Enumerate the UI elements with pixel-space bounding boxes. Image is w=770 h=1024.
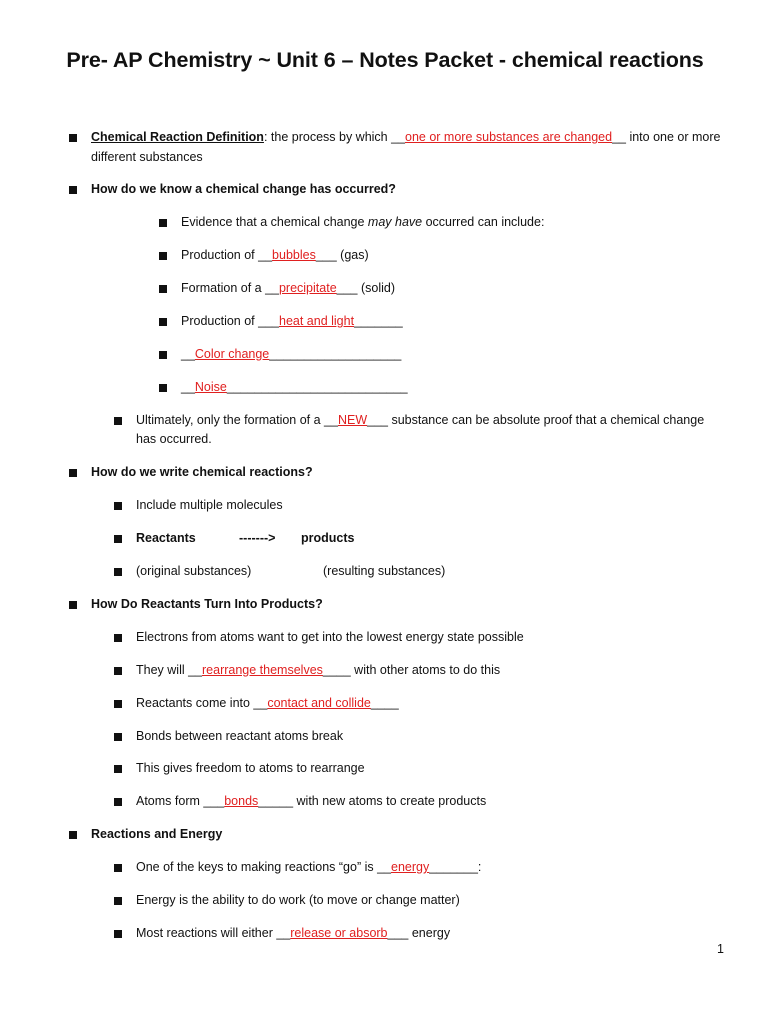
heat-answer: heat and light [279,314,355,328]
rearrange-line [136,661,500,680]
color-post: ___________________ [269,347,402,361]
bullet-square-icon [114,864,122,872]
bullet-square-icon [114,897,122,905]
bullet-square-icon [69,601,77,609]
bullet-square-icon [114,417,122,425]
keys-pre: One of the keys to making reactions “go” is __ [136,860,391,874]
bullet-square-icon [69,186,77,194]
document-title: Pre- AP Chemistry ~ Unit 6 – Notes Packet - chemical reactions [66,48,704,72]
ultimately-continuation: has occurred. [136,432,212,446]
precipitate-line [181,279,395,298]
noise-pre: __ [181,380,195,394]
bullet-square-icon [114,798,122,806]
ultimately-answer: NEW [337,413,368,427]
contact-post: ____ [370,696,399,710]
evidence-line [181,213,544,232]
atoms-form-line [136,792,486,811]
bullet-square-icon [69,469,77,477]
most-post: ___ energy [387,926,451,940]
color-change-line [181,345,401,364]
bullet-square-icon [159,252,167,260]
heading-reactions-energy: Reactions and Energy [91,827,223,841]
keys-line [136,858,481,877]
heat-post: _______ [354,314,403,328]
heat-pre: Production of ___ [181,314,279,328]
bullet-square-icon [114,667,122,675]
definition-term: Chemical Reaction Definition [91,130,264,144]
atoms-form-pre: Atoms form ___ [136,794,225,808]
bullet-square-icon [69,831,77,839]
reactants-label: Reactants [136,531,196,545]
ability-line: Energy is the ability to do work (to move or change matter) [136,893,460,907]
bullet-square-icon [114,765,122,773]
bubbles-pre: Production of __ [181,248,273,262]
bubbles-answer: bubbles [272,248,316,262]
freedom-line: This gives freedom to atoms to rearrange [136,761,365,775]
page-number: 1 [717,942,724,956]
heading-how-know: How do we know a chemical change has occurred? [91,182,396,196]
bullet-square-icon [159,351,167,359]
original-substances: (original substances) [136,564,252,578]
bullet-square-icon [114,733,122,741]
definition-pre: : the process by which __ [263,130,405,144]
noise-post: __________________________ [226,380,408,394]
precipitate-post: ___ (solid) [336,281,396,295]
definition-answer: one or more substances are changed [405,130,613,144]
reaction-arrow: -------> [239,531,276,545]
bullet-square-icon [114,502,122,510]
rearrange-answer: rearrange themselves [202,663,323,677]
definition-post: __ into one or more [612,130,721,144]
bonds-break-line: Bonds between reactant atoms break [136,729,344,743]
ultimately-post: ___ substance can be absolute proof that a chemical change [367,413,705,427]
bullet-square-icon [159,318,167,326]
most-answer: release or absorb [290,926,388,940]
bullet-square-icon [114,535,122,543]
atoms-form-answer: bonds [224,794,259,808]
ultimately-pre: Ultimately, only the formation of a __ [136,413,338,427]
bubbles-post: ___ (gas) [315,248,369,262]
bullet-square-icon [159,219,167,227]
electrons-line: Electrons from atoms want to get into the lowest energy state possible [136,630,524,644]
noise-answer: Noise [194,380,227,394]
bullet-square-icon [69,134,77,142]
rearrange-post: ____ with other atoms to do this [322,663,501,677]
contact-pre: Reactants come into __ [136,696,268,710]
evidence-emphasis: may have [367,215,423,229]
noise-line [181,378,408,397]
bullet-square-icon [114,930,122,938]
color-answer: Color change [194,347,270,361]
evidence-post: occurred can include: [422,215,545,229]
precipitate-answer: precipitate [278,281,337,295]
evidence-pre: Evidence that a chemical change [181,215,368,229]
bullet-square-icon [159,285,167,293]
definition-continuation: different substances [91,150,203,164]
bullet-square-icon [114,634,122,642]
color-pre: __ [181,347,195,361]
keys-answer: energy [391,860,430,874]
bullet-square-icon [114,568,122,576]
bullet-square-icon [159,384,167,392]
rearrange-pre: They will __ [136,663,202,677]
heading-write-reactions: How do we write chemical reactions? [91,465,313,479]
release-absorb-line [136,924,450,943]
bubbles-line [181,246,369,265]
heat-light-line [181,312,403,331]
include-line: Include multiple molecules [136,498,283,512]
precipitate-pre: Formation of a __ [181,281,279,295]
contact-line [136,694,399,713]
bullet-square-icon [114,700,122,708]
products-label: products [301,531,355,545]
heading-reactants-products: How Do Reactants Turn Into Products? [91,597,323,611]
definition-line [91,128,720,147]
keys-post: _______: [429,860,482,874]
most-pre: Most reactions will either __ [136,926,291,940]
atoms-form-post: _____ with new atoms to create products [258,794,487,808]
contact-answer: contact and collide [267,696,371,710]
ultimately-line [136,411,704,430]
resulting-substances: (resulting substances) [323,564,446,578]
